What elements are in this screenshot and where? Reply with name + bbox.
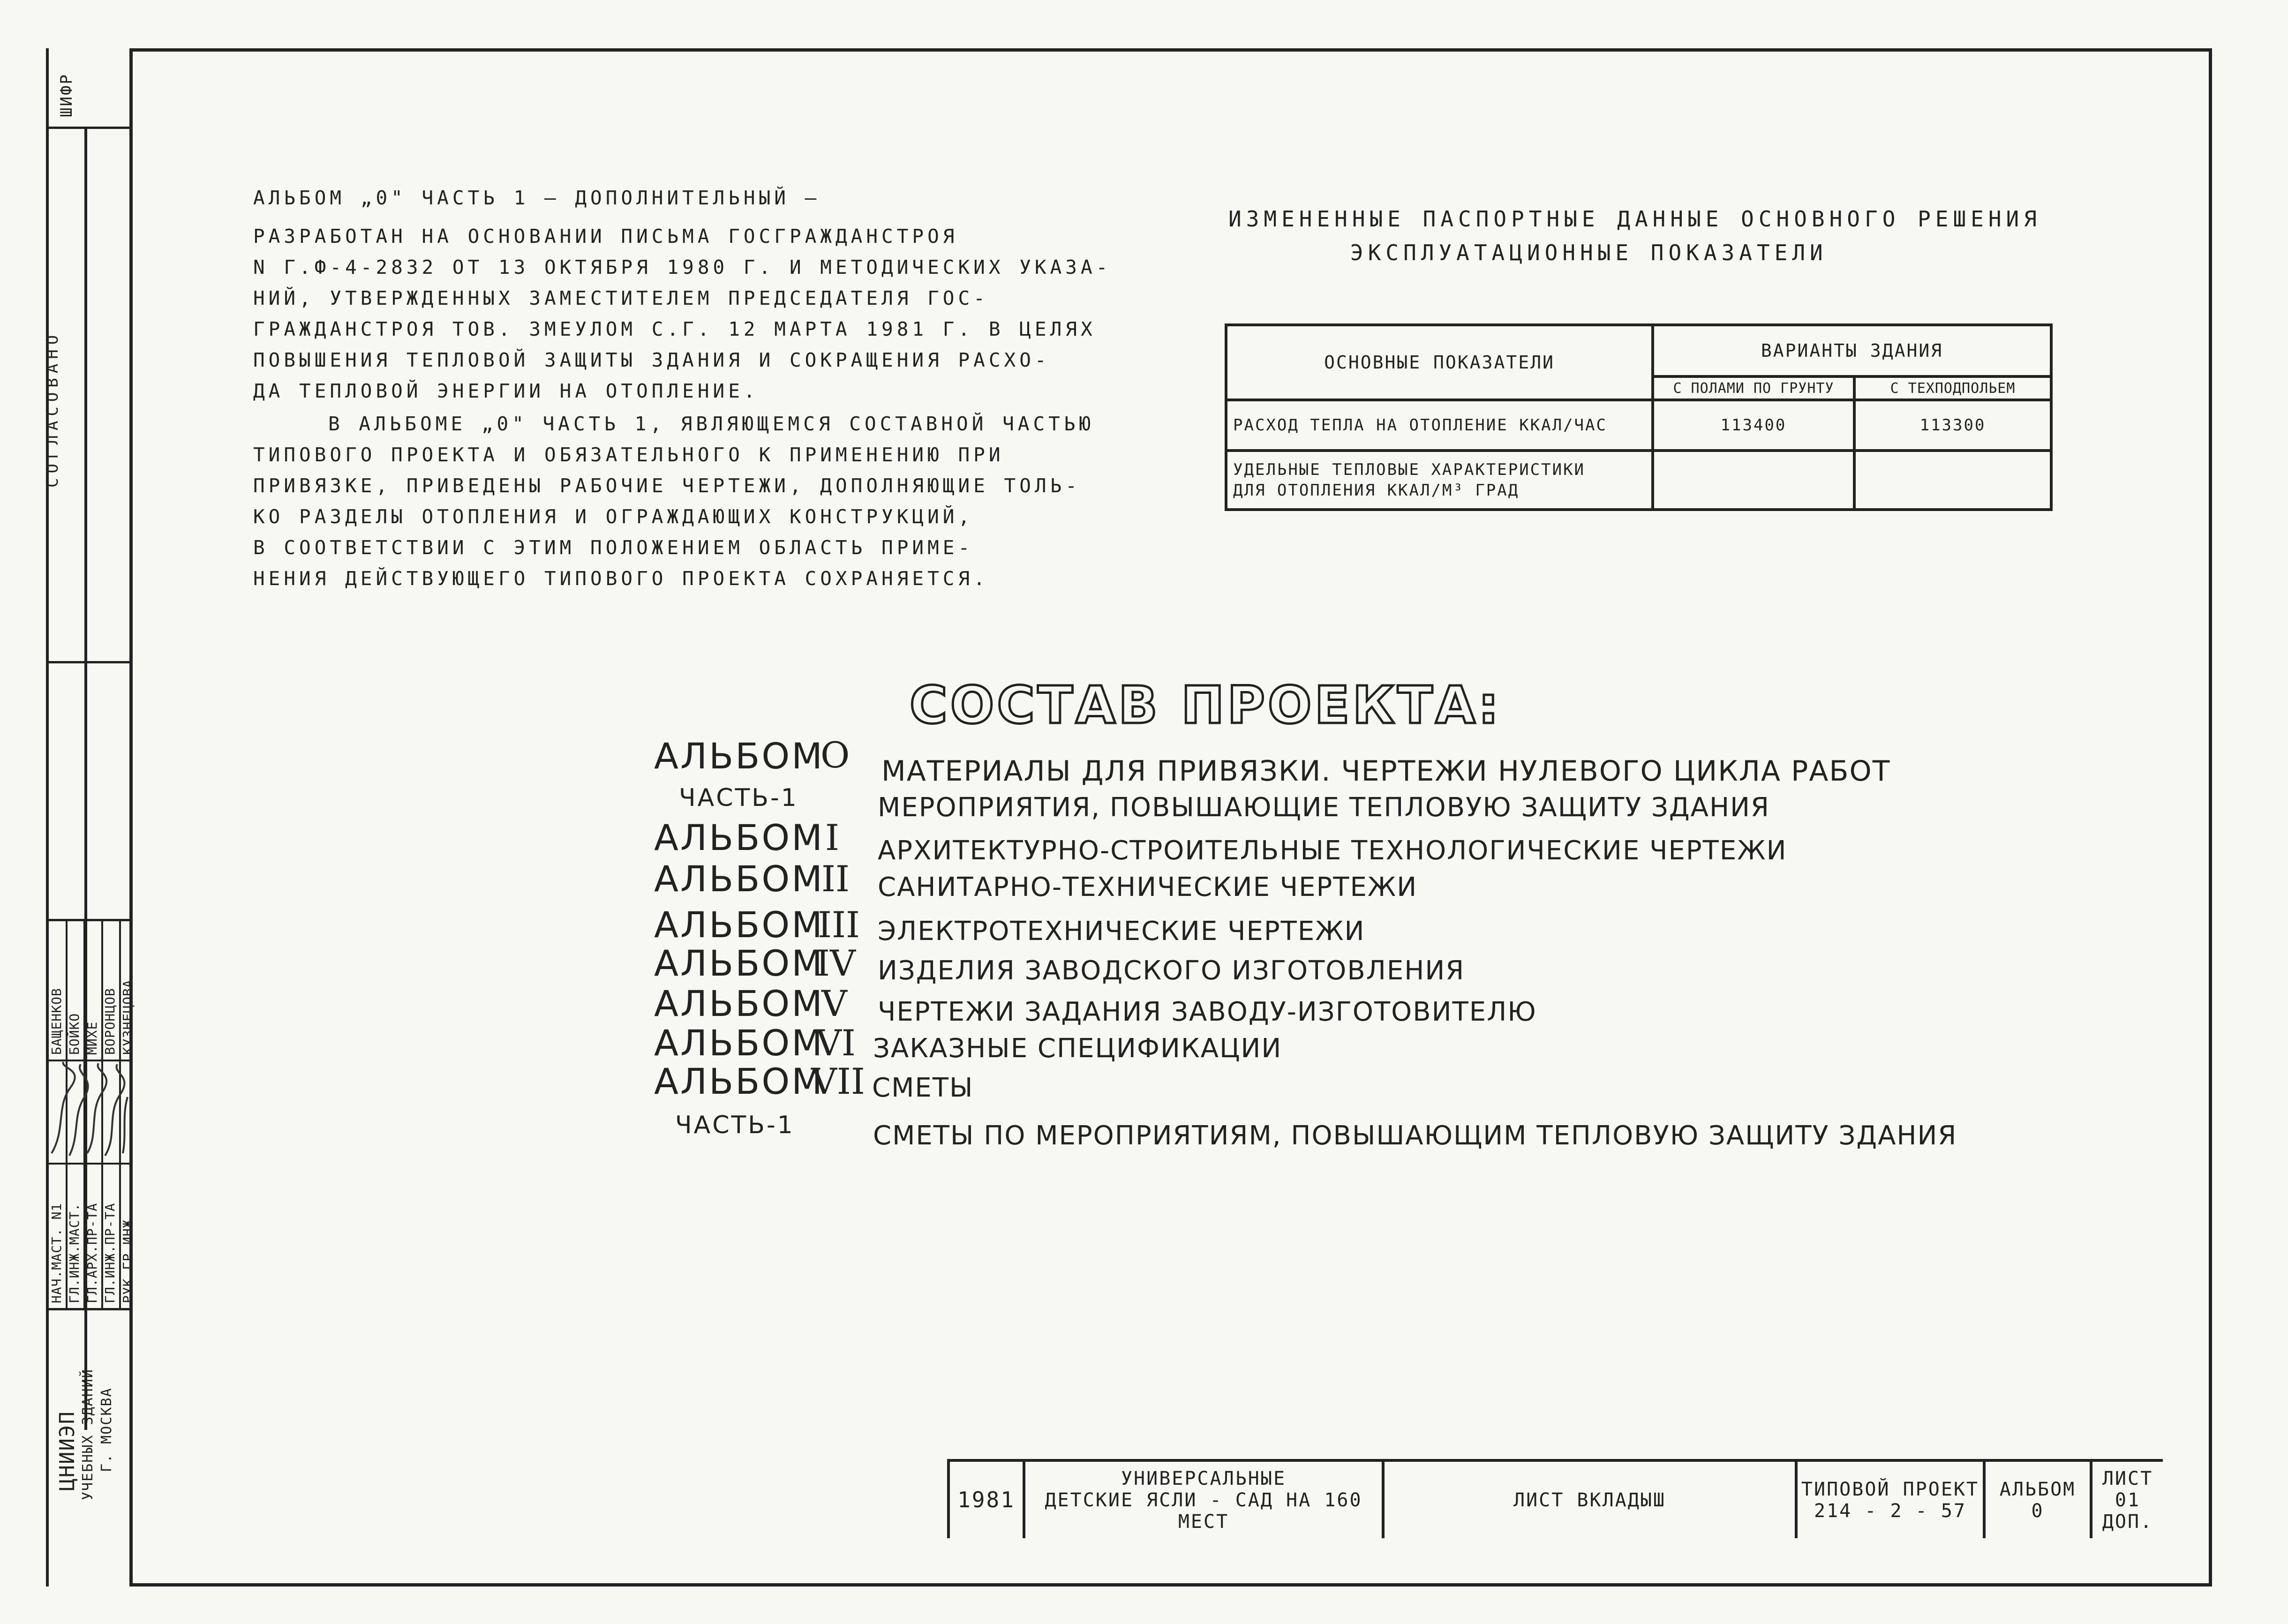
margin-divider-1: [46, 127, 130, 129]
header-variants: ВАРИАНТЫ ЗДАНИЯ: [1653, 325, 2051, 376]
album-number: II: [821, 858, 850, 900]
cell-value: 113400: [1653, 400, 1854, 451]
handwritten-signatures: [47, 1060, 129, 1163]
signer-role: РУК.ГР.ИНЖ.: [120, 1211, 135, 1303]
album-description: МАТЕРИАЛЫ ДЛЯ ПРИВЯЗКИ. ЧЕРТЕЖИ НУЛЕВОГО ЦИКЛА РАБОТ: [881, 755, 1891, 788]
sheet-value: 01 ДОП.: [2102, 1489, 2153, 1533]
sheet-name-cell: [1385, 1462, 1798, 1538]
signer-name: ВОРОНЦОВ: [102, 988, 118, 1055]
variant-basement: С ТЕХПОДПОЛЬЕМ: [1854, 376, 2051, 400]
project-name-line: ДЕТСКИЕ ЯСЛИ - САД НА 160 МЕСТ: [1045, 1489, 1362, 1533]
passport-subtitle: ЭКСПЛУАТАЦИОННЫЕ ПОКАЗАТЕЛИ: [1350, 240, 1828, 265]
margin-divider-4: [46, 1308, 130, 1310]
row-label-line: ДЛЯ ОТОПЛЕНИЯ ККАЛ/М³ ГРАД: [1233, 481, 1520, 500]
cell-value: [1854, 451, 2051, 510]
album-description: СМЕТЫ: [872, 1073, 974, 1103]
intro-line: В СООТВЕТСТВИИ С ЭТИМ ПОЛОЖЕНИЕМ ОБЛАСТЬ ПРИМЕ-: [253, 536, 974, 559]
album-number: IV: [816, 942, 856, 984]
title-block: [947, 1459, 2163, 1538]
album-number: VI: [816, 1022, 856, 1064]
passport-table: [1225, 323, 2053, 511]
signer-role: ГЛ.ИНЖ.ПР-ТА: [102, 1203, 118, 1303]
project-code-cell: [1798, 1462, 1986, 1538]
sheet-name: ЛИСТ ВКЛАДЫШ: [1513, 1489, 1666, 1511]
project-name-cell: [1025, 1462, 1385, 1538]
cell-value: [1653, 451, 1854, 510]
composition-title: СОСТАВ ПРОЕКТА:: [910, 675, 1502, 735]
intro-line: ДА ТЕПЛОВОЙ ЭНЕРГИИ НА ОТОПЛЕНИЕ.: [253, 380, 759, 402]
cell-value: 113300: [1854, 400, 2051, 451]
sheet-label: ЛИСТ: [2102, 1467, 2153, 1489]
org-subtitle: УЧЕБНЫХ ЗДАНИЙ: [80, 1368, 96, 1500]
album-description: АРХИТЕКТУРНО-СТРОИТЕЛЬНЫЕ ТЕХНОЛОГИЧЕСКИЕ ЧЕРТЕЖИ: [878, 835, 1787, 866]
album-label: АЛЬБОМ: [1999, 1478, 2076, 1500]
intro-line: N Г.Ф-4-2832 ОТ 13 ОКТЯБРЯ 1980 Г. И МЕТОДИЧЕСКИХ УКАЗА-: [253, 256, 1112, 278]
org-name: ЦНИИЭП: [55, 1411, 79, 1491]
year: 1981: [957, 1487, 1015, 1513]
part-label: ЧАСТЬ-1: [675, 1111, 795, 1139]
year-cell: [950, 1462, 1025, 1538]
album-description: МЕРОПРИЯТИЯ, ПОВЫШАЮЩИЕ ТЕПЛОВУЮ ЗАЩИТУ ЗДАНИЯ: [878, 792, 1770, 823]
intro-line: В АЛЬБОМЕ „0" ЧАСТЬ 1, ЯВЛЯЮЩЕМСЯ СОСТАВНОЙ ЧАСТЬЮ: [328, 413, 1095, 435]
part-label: ЧАСТЬ-1: [679, 784, 798, 812]
project-code: 214 - 2 - 57: [1814, 1500, 1966, 1522]
intro-line: КО РАЗДЕЛЫ ОТОПЛЕНИЯ И ОГРАЖДАЮЩИХ КОНСТРУКЦИЙ,: [253, 505, 974, 528]
album-cell: [1986, 1462, 2092, 1538]
project-name-line: УНИВЕРСАЛЬНЫЕ: [1121, 1467, 1287, 1489]
margin-line-outer: [46, 48, 49, 1586]
album-number: I: [825, 817, 840, 858]
project-label: ТИПОВОЙ ПРОЕКТ: [1801, 1478, 1979, 1500]
intro-line: ПРИВЯЗКЕ, ПРИВЕДЕНЫ РАБОЧИЕ ЧЕРТЕЖИ, ДОПОЛНЯЮЩИЕ ТОЛЬ-: [253, 474, 1081, 497]
margin-divider-3: [46, 919, 130, 921]
header-indicators: ОСНОВНЫЕ ПОКАЗАТЕЛИ: [1226, 325, 1653, 400]
intro-line: НИЙ, УТВЕРЖДЕННЫХ ЗАМЕСТИТЕЛЕМ ПРЕДСЕДАТЕЛЯ ГОС-: [253, 287, 989, 309]
album-value: 0: [2031, 1500, 2044, 1522]
intro-line: РАЗРАБОТАН НА ОСНОВАНИИ ПИСЬМА ГОСГРАЖДАНСТРОЯ: [253, 225, 958, 248]
album-label: АЛЬБОМ: [654, 1022, 824, 1064]
album-label: АЛЬБОМ: [654, 817, 824, 858]
album-description: ЭЛЕКТРОТЕХНИЧЕСКИЕ ЧЕРТЕЖИ: [878, 916, 1365, 947]
margin-divider-2: [46, 661, 130, 663]
org-city: Г. МОСКВА: [98, 1387, 115, 1472]
passport-title: ИЗМЕНЕННЫЕ ПАСПОРТНЫЕ ДАННЫЕ ОСНОВНОГО РЕШЕНИЯ: [1228, 206, 2041, 232]
signer-name: КУЗНЕЦОВА: [120, 979, 135, 1055]
sheet-cell: [2092, 1462, 2163, 1538]
album-description: ЗАКАЗНЫЕ СПЕЦИФИКАЦИИ: [873, 1033, 1282, 1064]
album-label: АЛЬБОМ: [654, 904, 824, 946]
intro-line: АЛЬБОМ „0" ЧАСТЬ 1 — ДОПОЛНИТЕЛЬНЫЙ —: [253, 187, 820, 209]
intro-line: ТИПОВОГО ПРОЕКТА И ОБЯЗАТЕЛЬНОГО К ПРИМЕНЕНИЮ ПРИ: [253, 444, 1004, 466]
soglasovano-label: СОГЛАСОВАНО: [43, 330, 62, 488]
intro-line: ПОВЫШЕНИЯ ТЕПЛОВОЙ ЗАЩИТЫ ЗДАНИЯ И СОКРАЩЕНИЯ РАСХО-: [253, 349, 1050, 371]
signer-role: НАЧ.МАСТ. N1: [49, 1203, 64, 1303]
album-number: III: [818, 904, 860, 946]
row-label-line: УДЕЛЬНЫЕ ТЕПЛОВЫЕ ХАРАКТЕРИСТИКИ: [1233, 460, 1586, 479]
intro-line: НЕНИЯ ДЕЙСТВУЮЩЕГО ТИПОВОГО ПРОЕКТА СОХРАНЯЕТСЯ.: [253, 567, 989, 590]
album-label: АЛЬБОМ: [654, 942, 824, 984]
shifr-label: ШИФР: [57, 73, 76, 117]
signer-role: ГЛ.ИНЖ.МАСТ.: [67, 1203, 82, 1303]
row-heat-consumption: РАСХОД ТЕПЛА НА ОТОПЛЕНИЕ ККАЛ/ЧАС: [1226, 400, 1653, 451]
album-description: САНИТАРНО-ТЕХНИЧЕСКИЕ ЧЕРТЕЖИ: [878, 872, 1418, 902]
album-number: VII: [811, 1060, 865, 1102]
album-number: О: [820, 734, 850, 776]
intro-line: ГРАЖДАНСТРОЯ ТОВ. ЗМЕУЛОМ С.Г. 12 МАРТА 1981 Г. В ЦЕЛЯХ: [253, 318, 1096, 340]
album-label: АЛЬБОМ: [654, 1060, 824, 1102]
signer-name: МИХЕ: [84, 1021, 100, 1055]
album-description: ЧЕРТЕЖИ ЗАДАНИЯ ЗАВОДУ-ИЗГОТОВИТЕЛЮ: [878, 997, 1537, 1027]
row-specific-heat: [1226, 451, 1653, 510]
signer-role: ГЛ.АРХ.ПР-ТА: [84, 1203, 100, 1303]
album-label: АЛЬБОМ: [654, 983, 824, 1024]
variant-ground-floor: С ПОЛАМИ ПО ГРУНТУ: [1653, 376, 1854, 400]
album-description: ИЗДЕЛИЯ ЗАВОДСКОГО ИЗГОТОВЛЕНИЯ: [878, 955, 1465, 986]
signer-name: БАЩЕНКОВ: [49, 988, 64, 1055]
album-label: АЛЬБОМ: [654, 735, 824, 777]
album-number: V: [821, 983, 847, 1024]
album-label: АЛЬБОМ: [654, 858, 824, 900]
album-description: СМЕТЫ ПО МЕРОПРИЯТИЯМ, ПОВЫШАЮЩИМ ТЕПЛОВУЮ ЗАЩИТУ ЗДАНИЯ: [873, 1120, 1957, 1151]
signer-name: БОЙКО: [67, 1013, 82, 1055]
